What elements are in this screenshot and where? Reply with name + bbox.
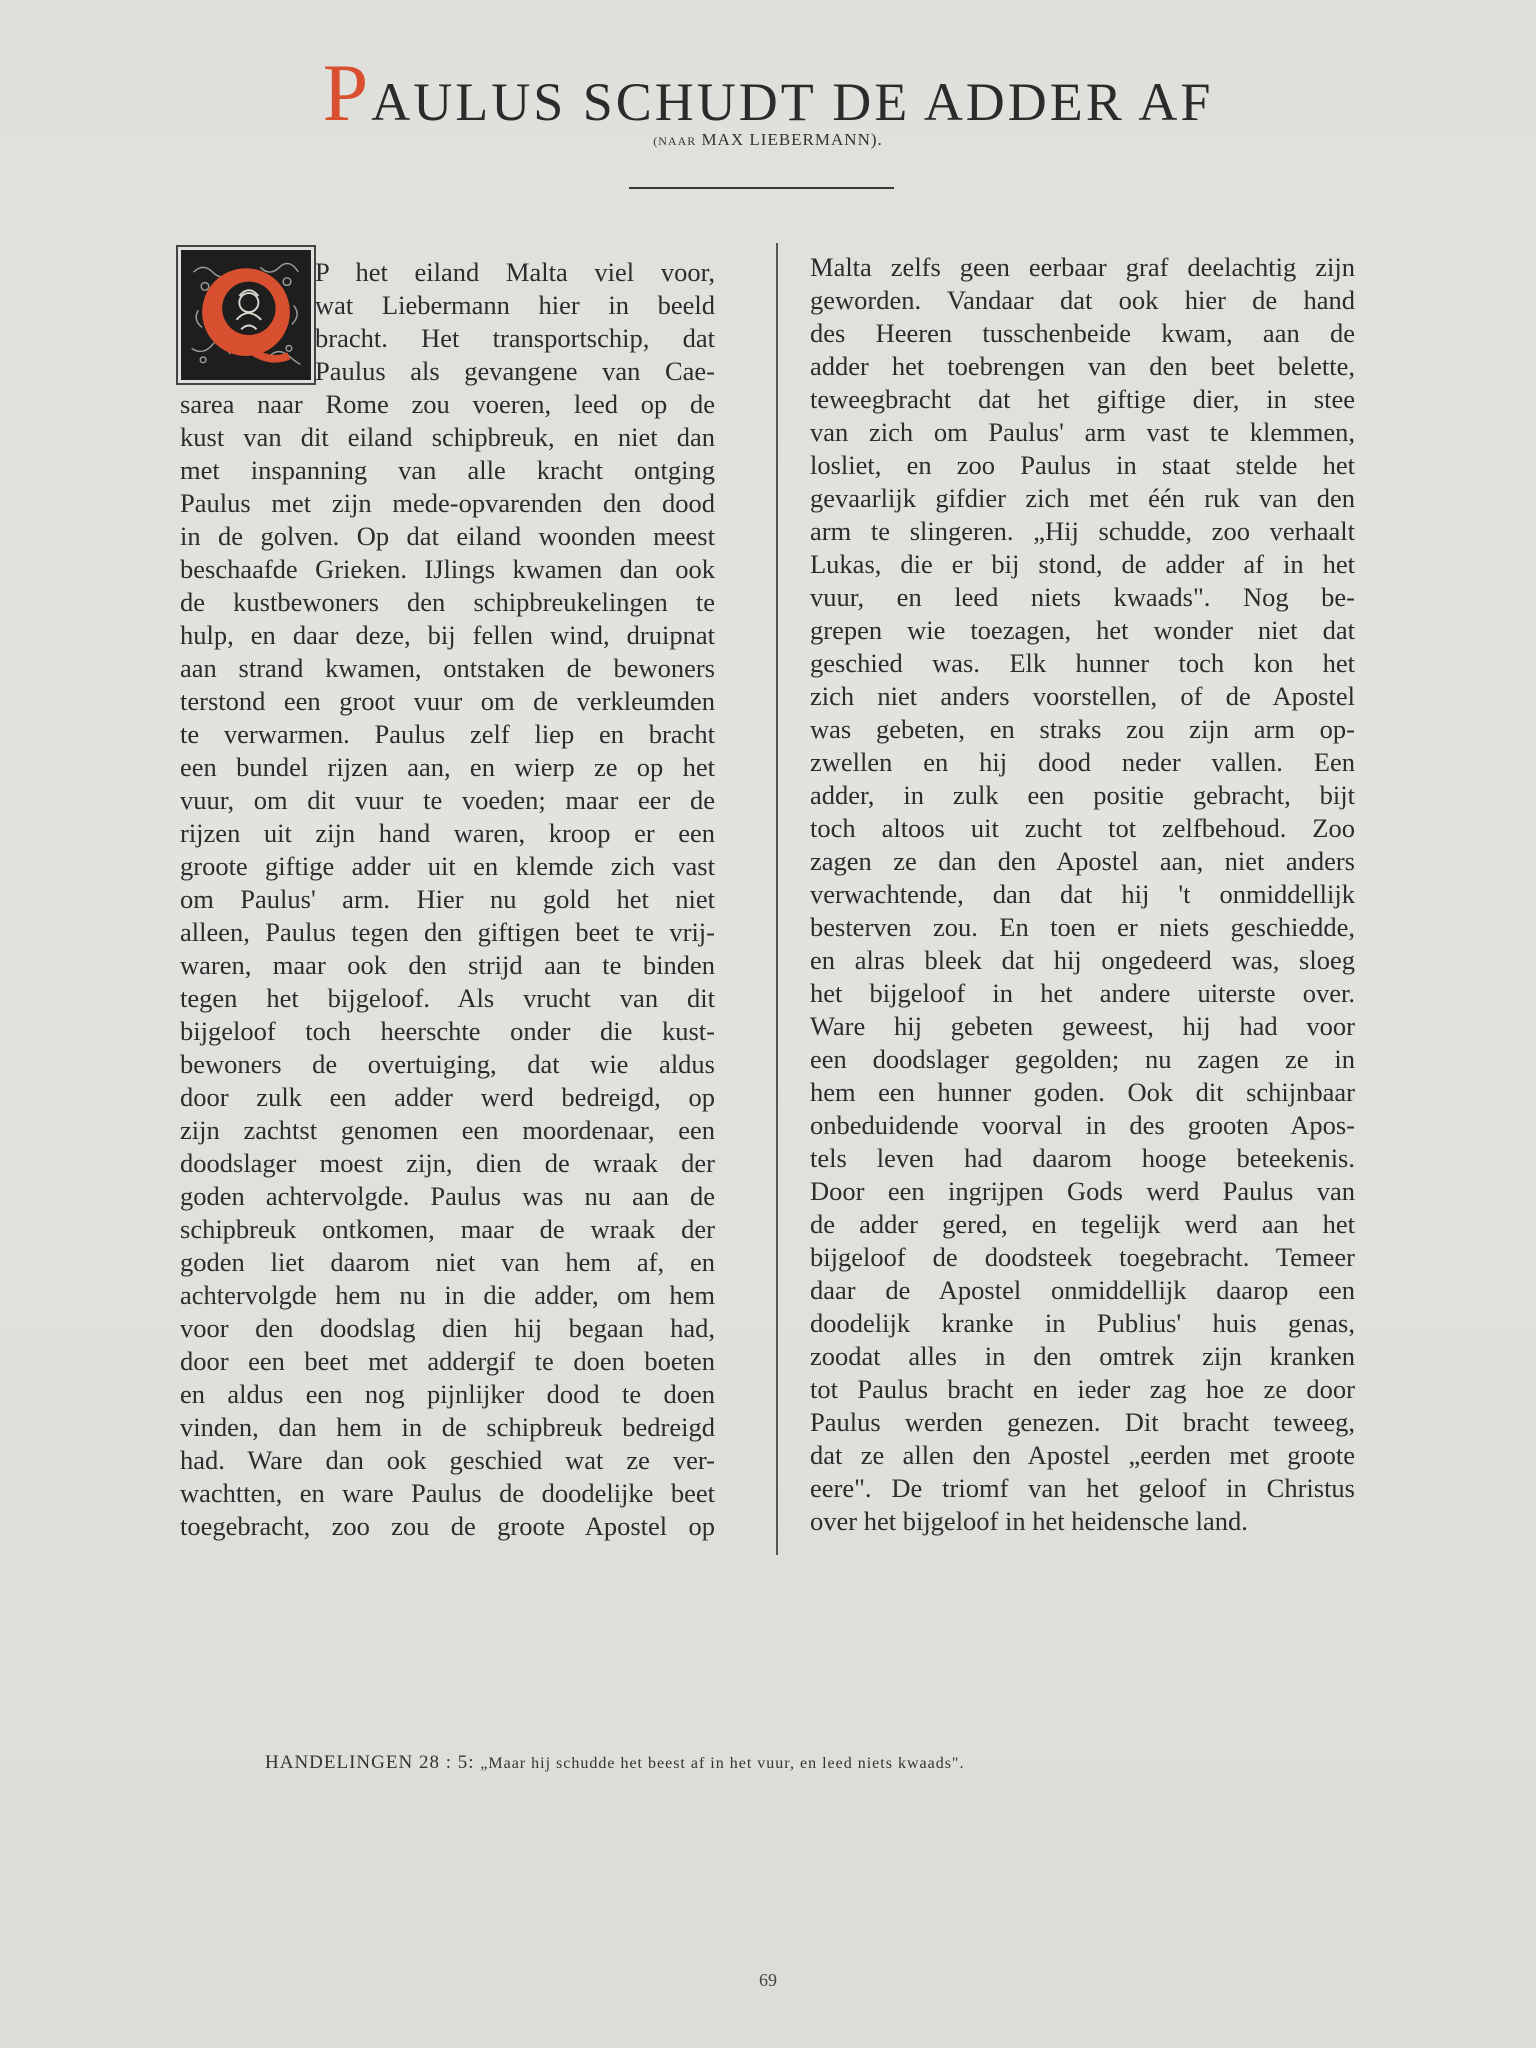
text-line: bijgeloof toch heerschte onder die kust- bbox=[180, 1016, 715, 1046]
text-line: zijn zachtst genomen een moordenaar, een bbox=[180, 1115, 715, 1145]
text-line: Paulus als gevangene van Cae- bbox=[315, 356, 715, 386]
text-line: Paulus werden genezen. Dit bracht teweeg, bbox=[810, 1407, 1355, 1437]
text-line: wat Liebermann hier in beeld bbox=[315, 290, 715, 320]
text-line: door zulk een adder werd bedreigd, op bbox=[180, 1082, 715, 1112]
left-text-column bbox=[180, 256, 715, 1543]
text-line: bracht. Het transportschip, dat bbox=[315, 323, 715, 353]
text-line: door een beet met addergif te doen boeten bbox=[180, 1346, 715, 1376]
text-line: van zich om Paulus' arm vast te klemmen, bbox=[810, 417, 1355, 447]
text-line: eere". De triomf van het geloof in Christus bbox=[810, 1473, 1355, 1503]
text-line: Lukas, die er bij stond, de adder af in het bbox=[810, 549, 1355, 579]
text-line: doodelijk kranke in Publius' huis genas, bbox=[810, 1308, 1355, 1338]
title-initial: P bbox=[322, 47, 372, 138]
text-line: geworden. Vandaar dat ook hier de hand bbox=[810, 285, 1355, 315]
text-line: om Paulus' arm. Hier nu gold het niet bbox=[180, 884, 715, 914]
text-line: waren, maar ook den strijd aan te binden bbox=[180, 950, 715, 980]
scripture-reference bbox=[265, 1752, 964, 1774]
text-line: kust van dit eiland schipbreuk, en niet dan bbox=[180, 422, 715, 452]
text-line: goden achtervolgde. Paulus was nu aan de bbox=[180, 1181, 715, 1211]
text-line: zwellen en hij dood neder vallen. Een bbox=[810, 747, 1355, 777]
text-line: terstond een groot vuur om de verkleumden bbox=[180, 686, 715, 716]
text-line: onbeduidende voorval in des grooten Apos- bbox=[810, 1110, 1355, 1140]
text-line: beschaafde Grieken. IJlings kwamen dan ook bbox=[180, 554, 715, 584]
text-line: tels leven had daarom hooge beteekenis. bbox=[810, 1143, 1355, 1173]
text-line: tegen het bijgeloof. Als vrucht van dit bbox=[180, 983, 715, 1013]
text-line: de adder gered, en tegelijk werd aan het bbox=[810, 1209, 1355, 1239]
column-divider bbox=[776, 243, 778, 1555]
text-line: daar de Apostel onmiddellijk daarop een bbox=[810, 1275, 1355, 1305]
text-line: grepen wie toezagen, het wonder niet dat bbox=[810, 615, 1355, 645]
text-line: zagen ze dan den Apostel aan, niet anders bbox=[810, 846, 1355, 876]
text-line: toegebracht, zoo zou de groote Apostel op bbox=[180, 1511, 715, 1541]
text-line: hulp, en daar deze, bij fellen wind, druipnat bbox=[180, 620, 715, 650]
text-line: goden liet daarom niet van hem af, en bbox=[180, 1247, 715, 1277]
text-line: en alras bleek dat hij ongedeerd was, sloeg bbox=[810, 945, 1355, 975]
text-line: zich niet anders voorstellen, of de Apostel bbox=[810, 681, 1355, 711]
text-line: groote giftige adder uit en klemde zich vast bbox=[180, 851, 715, 881]
page-number: 69 bbox=[759, 1970, 777, 1990]
text-line: achtervolgde hem nu in die adder, om hem bbox=[180, 1280, 715, 1310]
text-line: aan strand kwamen, ontstaken de bewoners bbox=[180, 653, 715, 683]
text-line: Door een ingrijpen Gods werd Paulus van bbox=[810, 1176, 1355, 1206]
text-line: bewoners de overtuiging, dat wie aldus bbox=[180, 1049, 715, 1079]
title-text: AULUS SCHUDT DE ADDER AF bbox=[371, 72, 1214, 132]
text-line: verwachtende, dan dat hij 't onmiddellijk bbox=[810, 879, 1355, 909]
text-line: bijgeloof de doodsteek toegebracht. Temeer bbox=[810, 1242, 1355, 1272]
text-line: de kustbewoners den schipbreukelingen te bbox=[180, 587, 715, 617]
text-line: was gebeten, en straks zou zijn arm op- bbox=[810, 714, 1355, 744]
text-line: sarea naar Rome zou voeren, leed op de bbox=[180, 389, 715, 419]
right-text-column bbox=[810, 251, 1355, 1538]
text-line: een bundel rijzen aan, en wierp ze op het bbox=[180, 752, 715, 782]
text-line: doodslager moest zijn, dien de wraak der bbox=[180, 1148, 715, 1178]
page-title bbox=[0, 46, 1536, 140]
text-line: des Heeren tusschenbeide kwam, aan de bbox=[810, 318, 1355, 348]
text-line: adder het toebrengen van den beet belette, bbox=[810, 351, 1355, 381]
text-line: Paulus met zijn mede-opvarenden den dood bbox=[180, 488, 715, 518]
text-line: had. Ware dan ook geschied wat ze ver- bbox=[180, 1445, 715, 1475]
reference-label: HANDELINGEN 28 : 5: bbox=[265, 1752, 475, 1773]
subtitle-main: MAX LIEBERMANN). bbox=[701, 130, 883, 149]
text-line: losliet, en zoo Paulus in staat stelde het bbox=[810, 450, 1355, 480]
text-line: geschied was. Elk hunner toch kon het bbox=[810, 648, 1355, 678]
page-subtitle bbox=[0, 130, 1536, 150]
text-line: schipbreuk ontkomen, maar de wraak der bbox=[180, 1214, 715, 1244]
text-line: vuur, om dit vuur te voeden; maar eer de bbox=[180, 785, 715, 815]
text-line: in de golven. Op dat eiland woonden meest bbox=[180, 521, 715, 551]
text-line: zoodat alles in den omtrek zijn kranken bbox=[810, 1341, 1355, 1371]
subtitle-small: (NAAR bbox=[653, 134, 697, 148]
text-line: vinden, dan hem in de schipbreuk bedreigd bbox=[180, 1412, 715, 1442]
text-line: dat ze allen den Apostel „eerden met groote bbox=[810, 1440, 1355, 1470]
text-line: hem een hunner goden. Ook dit schijnbaar bbox=[810, 1077, 1355, 1107]
text-line: Malta zelfs geen eerbaar graf deelachtig zijn bbox=[810, 252, 1355, 282]
reference-quote: „Maar hij schudde het beest af in het vuur, en leed niets kwaads". bbox=[480, 1755, 965, 1772]
text-line: rijzen uit zijn hand waren, kroop er een bbox=[180, 818, 715, 848]
text-line: vuur, en leed niets kwaads". Nog be- bbox=[810, 582, 1355, 612]
text-line: over het bijgeloof in het heidensche land. bbox=[810, 1506, 1248, 1536]
text-line: alleen, Paulus tegen den giftigen beet te vrij- bbox=[180, 917, 715, 947]
title-rule bbox=[629, 187, 894, 189]
text-line: P het eiland Malta viel voor, bbox=[315, 257, 715, 287]
text-line: het bijgeloof in het andere uiterste over. bbox=[810, 978, 1355, 1008]
text-line: besterven zou. En toen er niets geschiedde, bbox=[810, 912, 1355, 942]
text-line: tot Paulus bracht en ieder zag hoe ze door bbox=[810, 1374, 1355, 1404]
text-line: teweegbracht dat het giftige dier, in stee bbox=[810, 384, 1355, 414]
text-line: een doodslager gegolden; nu zagen ze in bbox=[810, 1044, 1355, 1074]
text-line: te verwarmen. Paulus zelf liep en bracht bbox=[180, 719, 715, 749]
text-line: adder, in zulk een positie gebracht, bijt bbox=[810, 780, 1355, 810]
text-line: en aldus een nog pijnlijker dood te doen bbox=[180, 1379, 715, 1409]
text-line: met inspanning van alle kracht ontging bbox=[180, 455, 715, 485]
text-line: gevaarlijk gifdier zich met één ruk van den bbox=[810, 483, 1355, 513]
text-line: wachtten, en ware Paulus de doodelijke beet bbox=[180, 1478, 715, 1508]
text-line: arm te slingeren. „Hij schudde, zoo verhaalt bbox=[810, 516, 1355, 546]
text-line: Ware hij gebeten geweest, hij had voor bbox=[810, 1011, 1355, 1041]
text-line: toch altoos uit zucht tot zelfbehoud. Zoo bbox=[810, 813, 1355, 843]
text-line: voor den doodslag dien hij begaan had, bbox=[180, 1313, 715, 1343]
